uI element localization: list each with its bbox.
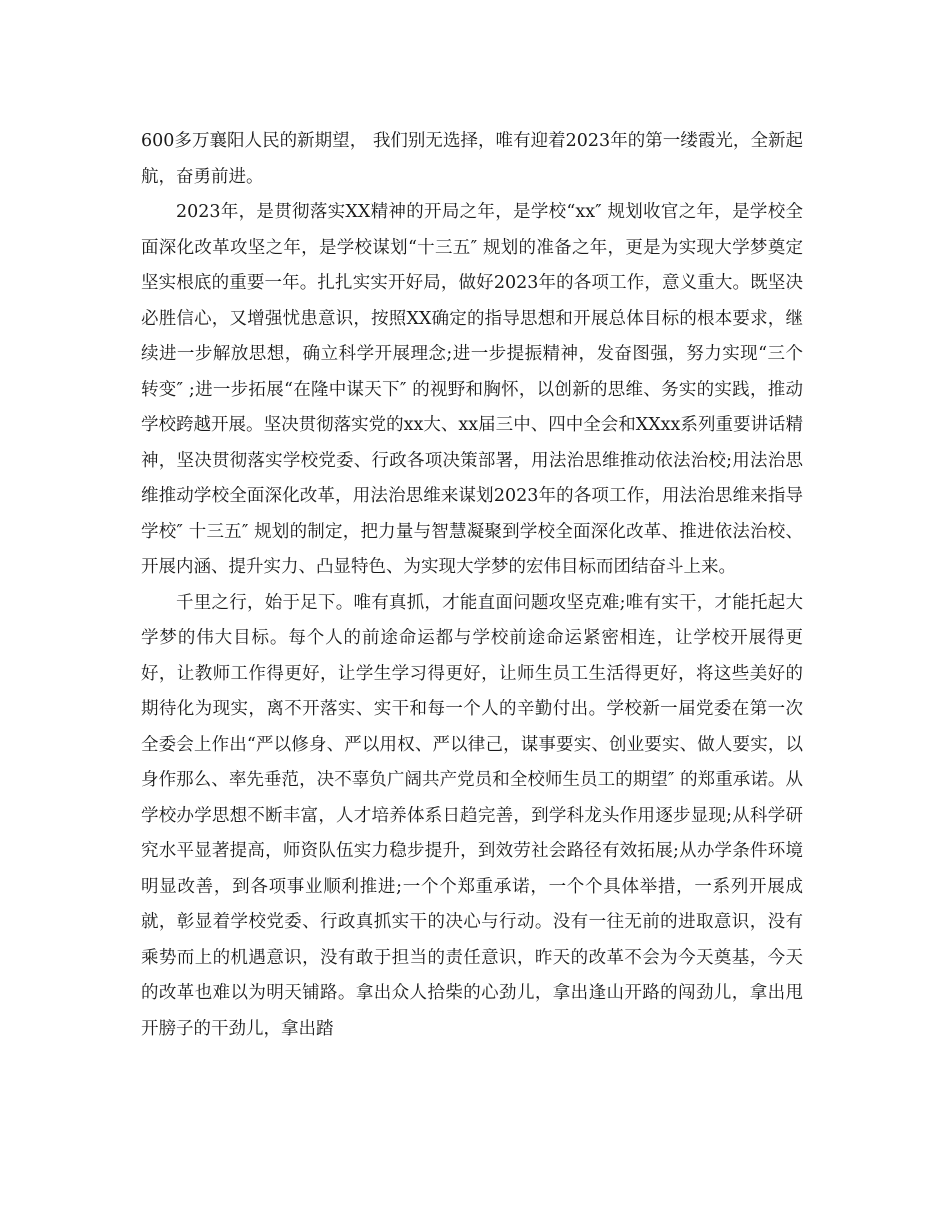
paragraph-3: 千里之行，始于足下。唯有真抓，才能直面问题攻坚克难;唯有实干，才能托起大学梦的伟大目标。每个人的前途命运都与学校前途命运紧密相连，让学校开展得更好，让教师工作得更好，让学生学习得更好，让师生员工生活得更好，将这些美好的期待化为现实，离不开落实、实干和每一个人的辛勤付出。学校新一届党委在第一次全委会上作出“严以修身、严以用权、严以律己，谋事要实、创业要实、做人要实，以身作那么、率先垂范，决不辜负广阔共产党员和全校师生员工的期望″ 的郑重承诺。从学校办学思想不断丰富，人才培养体系日趋完善，到学科龙头作用逐步显现;从科学研究水平显著提高，师资队伍实力稳步提升，到效劳社会路径有效拓展;从办学条件环境明显改善，到各项事业顺利推进;一个个郑重承诺，一个个具体举措，一系列开展成就，彰显着学校党委、行政真抓实干的决心与行动。没有一往无前的进取意识，没有乘势而上的机遇意识，没有敢于担当的责任意识，昨天的改革不会为今天奠基，今天的改革也难以为明天铺路。拿出众人拾柴的心劲儿，拿出逢山开路的闯劲儿，拿出甩开膀子的干劲儿，拿出踏 — [141, 592, 803, 1039]
document-body — [141, 124, 803, 1047]
paragraph-1: 600多万襄阳人民的新期望， 我们别无选择，唯有迎着2023年的第一缕霞光，全新起航，奋勇前进。 — [141, 131, 803, 187]
paragraph-2: 2023年，是贯彻落实XX精神的开局之年，是学校“xx″ 规划收官之年，是学校全面深化改革攻坚之年，是学校谋划“十三五″ 规划的准备之年，更是为实现大学梦奠定坚实根底的重要一年。扎扎实实开好局，做好2023年的各项工作，意义重大。既坚决必胜信心，又增强忧患意识，按照XX确定的指导思想和开展总体目标的根本要求，继续进一步解放思想，确立科学开展理念;进一步提振精神，发奋图强，努力实现“三个转变″ ;进一步拓展“在隆中谋天下″ 的视野和胸怀，以创新的思维、务实的实践，推动学校跨越开展。坚决贯彻落实党的xx大、xx届三中、四中全会和XXxx系列重要讲话精神，坚决贯彻落实学校党委、行政各项决策部署，用法治思维推动依法治校;用法治思维推动学校全面深化改革，用法治思维来谋划2023年的各项工作，用法治思维来指导学校″ 十三五″ 规划的制定，把力量与智慧凝聚到学校全面深化改革、推进依法治校、开展内涵、提升实力、凸显特色、为实现大学梦的宏伟目标而团结奋斗上来。 — [141, 202, 803, 577]
